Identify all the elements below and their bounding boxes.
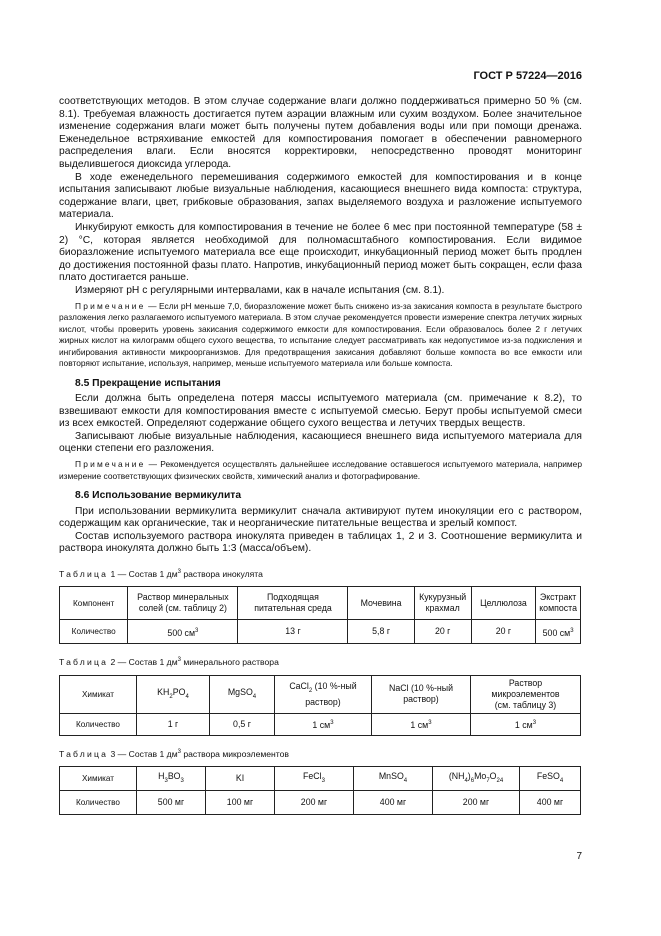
table-row [60,587,581,620]
table-cell: Раствор минеральных солей (см. таблицу 2) [128,587,238,620]
table-cell: MgSO$_4$ [210,675,275,713]
table-cell: Раствор микроэлементов (см. таблицу 3) [471,675,581,713]
table-cell: 1 $см^3$ [372,713,471,735]
table-row [60,713,581,735]
document-header: ГОСТ Р 57224—2016 [473,70,582,82]
table-cell: 1 $см^3$ [275,713,372,735]
note [59,459,582,482]
paragraph: Состав используемого раствора инокулята приведен в таблицах 1, 2 и 3. Соотношение вермикулита и раствора инокулята должно быть 1:3 (масса/объем). [59,530,582,555]
table-cell: 20 г [471,620,536,644]
table-cell: Экстракт компоста [536,587,581,620]
table-cell: NaCl (10 %-ный раствор) [372,675,471,713]
table-cell: 200 мг [275,791,354,815]
table-cell: 500 $см^3$ [128,620,238,644]
section-heading: 8.6 Использование вермикулита [75,490,242,502]
table-cell: $H_3BO_3$ [137,767,206,791]
table-cell: Количество [60,620,128,644]
table-cell: Кукурузный крахмал [414,587,471,620]
table-cell: Целлюлоза [471,587,536,620]
paragraph: При использовании вермикулита вермикулит сначала активируют путем инокуляции его с раствором, содержащим как органические, так и неорганические питательные вещества и зрелый компост. [59,505,582,530]
table-cell: 200 мг [433,791,520,815]
table-cell: Компонент [60,587,128,620]
note-text: — Рекомендуется осуществлять дальнейшее исследование оставшегося испытуемого материала, например измерение соответствующих физических свойств, химический анализ и фотографирование. [59,459,582,481]
table-cell: 400 мг [520,791,581,815]
table-cell: CaCl$_2$ (10 %-ный раствор) [275,675,372,713]
table-cell: 500 мг [137,791,206,815]
table-cell: 1 г [137,713,210,735]
note [59,301,582,370]
table-cell: Химикат [60,675,137,713]
paragraph: Записывают любые визуальные наблюдения, касающиеся внешнего вида испытуемого материала для оценки степени его разложения. [59,430,582,455]
table-row [60,791,581,815]
page-number: 7 [576,851,582,862]
paragraph: В ходе еженедельного перемешивания содержимого емкостей для компостирования и в конце испытания записывают любые визуальные наблюдения, касающиеся внешнего вида компоста: структура, содержание влаги, цвет, грибковые образования, запах выделяемого воздуха и разложение испытуемого материала. [59,171,582,221]
table-cell: 5,8 г [348,620,414,644]
table-cell: Количество [60,713,137,735]
paragraph: Измеряют pH с регулярными интервалами, как в начале испытания (см. 8.1). [75,284,445,296]
table-row [60,675,581,713]
note-label: Примечание [75,459,146,470]
table-caption: Таблица 1 — Состав 1 $дм^3$ раствора инокулята [59,568,263,579]
table-cell: $(NH_4)_6Mo_7O_{24}$ [433,767,520,791]
table-row [60,620,581,644]
table-cell: FeSO$_4$ [520,767,581,791]
table-cell: $KH_2PO_4$ [137,675,210,713]
paragraph: Если должна быть определена потеря массы испытуемого материала (см. примечание к 8.2), то взвешивают емкости для компостирования вместе с испытуемой смесью. Берут пробы испытуемой смеси из всех емкостей. Определяют содержание общего сухого вещества и летучих твердых веществ. [59,393,582,430]
table-caption: Таблица 2 — Состав 1 $дм^3$ минерального раствора [59,657,279,668]
table-cell: 0,5 г [210,713,275,735]
table-microelements [59,766,581,815]
table-cell: 13 г [238,620,348,644]
paragraph: соответствующих методов. В этом случае содержание влаги должно поддерживаться примерно 50 % (см. 8.1). Требуемая влажность достигается путем аэрации влажным или сухим воздухом. Более значительное изменение содержания влаги может быть получены путем добавления воды или при помощи дренажа. Еженедельное встряхивание емкостей для компостирования помогает в обеспечении равномерного распределения влаги. Если вносятся корректировки, непосредственно проводят мониторинг выделившегося диоксида углерода. [59,96,582,170]
note-text: — Если pH меньше 7,0, биоразложение может быть снижено из-за закисания компоста в результате быстрого разложения легко разлагаемого испытуемого материала. В этом случае рекомендуется провести измерение спектра летучих жирных кислот, чтобы проверить уровень закисания содержимого емкости для компостирования. Если образовалось более 2 г летучих жирных кислот на килограмм общего сухого вещества, то испытание следует рассматривать как недопустимое из-за подкисления и ингибирования активности микроорганизмов. Для предотвращения закисания добавляют больше компоста во все емкости или повторяют испытание, используя, например, меньше испытуемого материала или больше компоста. [59,300,582,368]
table-cell: FeCl$_3$ [275,767,354,791]
note-label: Примечание [75,300,146,311]
table-cell: 1 $см^3$ [471,713,581,735]
table-cell: KI [206,767,275,791]
table-cell: 100 мг [206,791,275,815]
table-row [60,767,581,791]
document-body [59,96,582,815]
table-cell: Количество [60,791,137,815]
table-inoculum [59,586,581,644]
section-heading: 8.5 Прекращение испытания [75,377,221,389]
table-cell: MnSO$_4$ [354,767,433,791]
table-cell: Подходящая питательная среда [238,587,348,620]
table-mineral-solution [59,675,581,736]
table-cell: 500 $см^3$ [536,620,581,644]
paragraph: Инкубируют емкость для компостирования в течение не более 6 мес при постоянной температуре (58 ± 2) °С, которая является необходимой для полномасштабного компостирования. Если видимое биоразложение испытуемого материала все еще происходит, инкубационный период может быть продлен до достижения постоянной фазы плато. Напротив, инкубационный период может быть сокращен, если фаза плато достигается раньше. [59,221,582,284]
table-cell: Химикат [60,767,137,791]
table-cell: 20 г [414,620,471,644]
table-cell: 400 мг [354,791,433,815]
table-caption: Таблица 3 — Состав 1 $дм^3$ раствора микроэлементов [59,748,289,759]
table-cell: Мочевина [348,587,414,620]
